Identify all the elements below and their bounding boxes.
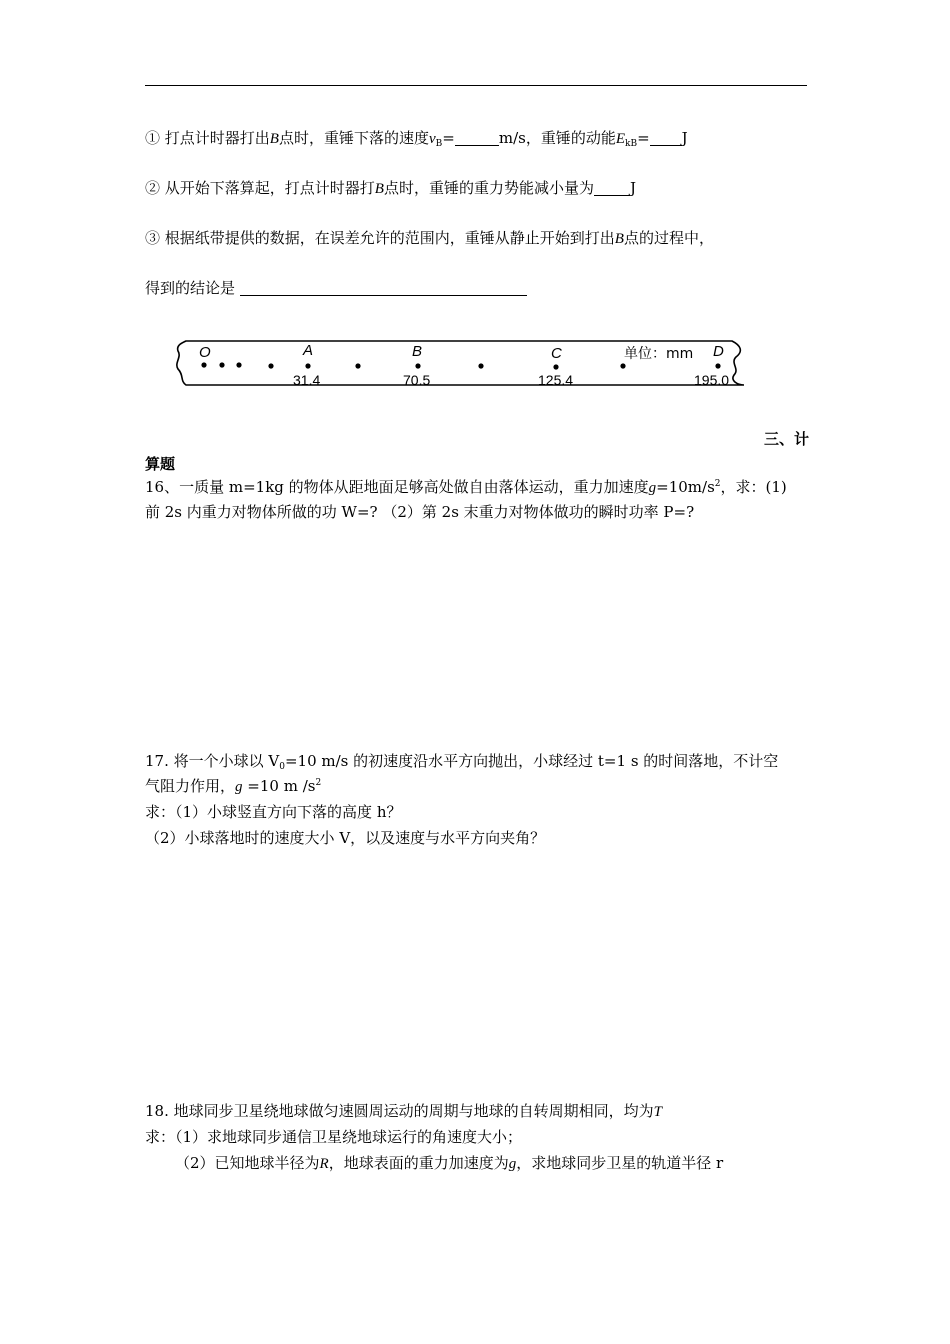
tape-dot	[305, 363, 310, 368]
q16-text: ，求：(1)	[720, 478, 787, 496]
equals-sign: =	[442, 129, 455, 147]
q16-text: 16、一质量 m=1kg 的物体从距地面足够高处做自由落体运动，重力加速度	[145, 478, 649, 496]
q17-text: =10 m /s	[242, 777, 316, 795]
q18-line3	[175, 1152, 723, 1173]
q16-line1	[145, 476, 787, 497]
q17-text: 17. 将一个小球以 V	[145, 752, 280, 770]
kinetic-energy-symbol: E	[615, 131, 625, 147]
q17-line4: （2）小球落地时的速度大小 V，以及速度与水平方向夹角？	[145, 829, 546, 847]
q15-part1	[145, 127, 688, 149]
q15-part1-text: ① 打点计时器打出	[145, 129, 270, 147]
tape-dot	[236, 362, 241, 367]
q15-part3	[145, 227, 714, 248]
q15-part2	[145, 177, 636, 198]
q17-text: =10 m/s 的初速度沿水平方向抛出，小球经过 t=1 s 的时间落地，不计空	[284, 752, 779, 770]
q15-part1-text: 点时，重锤下落的速度	[278, 129, 429, 147]
q15-part3-text: 点的过程中，	[623, 229, 714, 247]
tape-dot	[478, 363, 483, 368]
tape-label-O: O	[199, 344, 211, 361]
section-title-part2: 算题	[145, 455, 176, 473]
point-B-label: B	[614, 231, 624, 247]
q15-part2-text: 点时，重锤的重力势能减小量为	[383, 179, 594, 197]
q18-text: 18. 地球同步卫星绕地球做匀速圆周运动的周期与地球的自转周期相同，均为	[145, 1102, 654, 1120]
paper-tape-figure	[172, 335, 752, 393]
q15-conclusion-text: 得到的结论是	[145, 279, 236, 297]
subscript: 0	[279, 762, 285, 772]
q16-text: =10m/s	[656, 478, 715, 496]
q15-conclusion	[145, 277, 527, 298]
tape-value-C: 125.4	[538, 372, 574, 388]
q15-part1-text: m/s，重锤的动能	[498, 129, 616, 147]
point-B-label: B	[374, 181, 384, 197]
gravity-symbol: g	[508, 1156, 517, 1172]
tape-dot	[620, 363, 625, 368]
point-B-label: B	[269, 131, 279, 147]
tape-dot	[219, 362, 224, 367]
tape-dot	[553, 364, 558, 369]
superscript: 2	[315, 778, 322, 788]
velocity-answer-blank[interactable]	[455, 131, 499, 146]
velocity-symbol: v	[428, 131, 436, 147]
potential-energy-answer-blank[interactable]	[594, 181, 630, 196]
q15-part3-text: ③ 根据纸带提供的数据，在误差允许的范围内，重锤从静止开始到打出	[145, 229, 615, 247]
q18-line2: 求：（1）求地球同步通信卫星绕地球运行的角速度大小；	[145, 1128, 523, 1146]
equals-sign: =	[637, 129, 650, 147]
tape-dot	[268, 363, 273, 368]
radius-symbol: R	[319, 1156, 329, 1172]
tape-value-B: 70.5	[403, 372, 431, 388]
q15-part2-text: ② 从开始下落算起，打点计时器打	[145, 179, 375, 197]
unit-joule: J	[629, 179, 636, 197]
gravity-symbol: g	[235, 779, 243, 795]
q18-text: ，地球表面的重力加速度为	[328, 1154, 509, 1172]
velocity-subscript: B	[435, 139, 443, 149]
tape-value-A: 31.4	[293, 372, 321, 388]
q17-text: 气阻力作用，	[145, 777, 236, 795]
section-title-part1: 三、计	[764, 430, 810, 448]
q17-line2	[145, 775, 321, 796]
tape-dot	[415, 363, 420, 368]
superscript: 2	[714, 479, 721, 489]
tape-dot	[201, 362, 206, 367]
kinetic-energy-answer-blank[interactable]	[650, 131, 682, 146]
tape-label-C: C	[551, 345, 562, 362]
q16-line2: 前 2s 内重力对物体所做的功 W=? （2）第 2s 末重力对物体做功的瞬时功率 P=?	[145, 503, 695, 521]
q17-line1	[145, 750, 778, 772]
kinetic-energy-subscript: kB	[625, 139, 638, 149]
tape-label-A: A	[303, 342, 314, 359]
q18-text: ，求地球同步卫星的轨道半径 r	[516, 1154, 724, 1172]
tape-label-B: B	[412, 343, 423, 360]
tape-dot	[355, 363, 360, 368]
q17-line3: 求：（1）小球竖直方向下落的高度 h？	[145, 803, 402, 821]
tape-value-D: 195.0	[694, 372, 730, 388]
tape-unit-label: 单位：mm	[624, 346, 694, 362]
conclusion-answer-blank[interactable]	[240, 281, 527, 296]
header-rule	[145, 85, 807, 86]
period-symbol: T	[653, 1104, 662, 1120]
gravity-symbol: g	[648, 480, 657, 496]
unit-joule: J	[681, 129, 688, 147]
tape-label-D: D	[713, 343, 724, 360]
q18-line1	[145, 1100, 662, 1121]
q18-text: （2）已知地球半径为	[175, 1154, 320, 1172]
tape-dot	[715, 363, 720, 368]
